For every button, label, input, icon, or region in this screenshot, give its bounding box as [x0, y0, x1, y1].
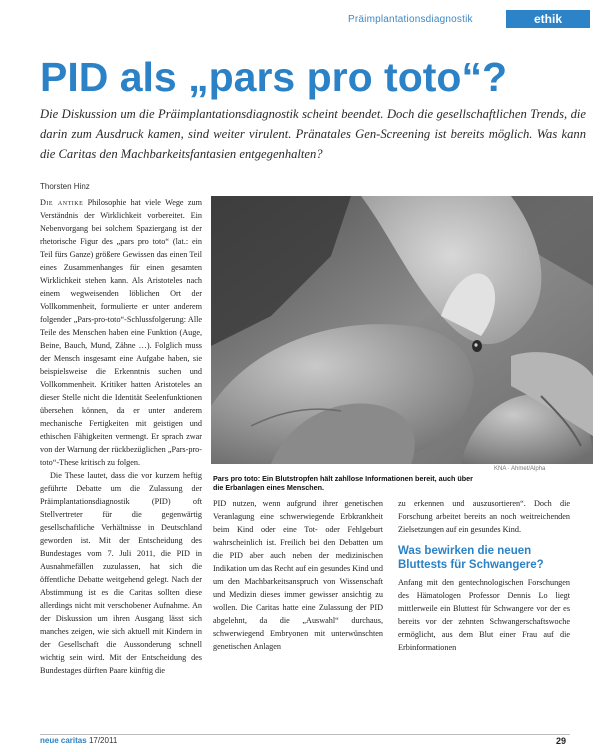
photo-credit: KNA · Ahmet/Alpha — [494, 466, 546, 472]
body-column-3 — [398, 497, 570, 727]
col3-paragraph-1: zu erkennen und auszusortieren“. Doch die Forschung arbeitet bereits an noch weitreichenden Zielsetzungen auf ein gesundes Kind. — [398, 499, 570, 534]
article-photo — [211, 196, 593, 464]
section-subheading: Was bewirken die neuen Bluttests für Schwangere? — [398, 545, 544, 571]
footer-magazine — [40, 736, 117, 745]
page-number: 29 — [556, 736, 567, 746]
issue-number: 17/2011 — [88, 736, 118, 745]
body-column-1 — [40, 196, 202, 744]
photo-caption: Pars pro toto: Ein Blutstropfen hält zahllose Informationen bereit, auch über die Erbanlagen eines Menschen. — [213, 474, 473, 492]
magazine-name: neue caritas — [40, 736, 87, 745]
section-tag: ethik — [506, 10, 590, 28]
author-name: Thorsten Hinz — [40, 182, 90, 191]
col2-paragraph-1: PID nutzen, wenn aufgrund ihrer genetischen Veranlagung eine schwerwiegende Erbkrankheit beim Kind oder eine Tot- oder Fehlgeburt wahrscheinlich ist. Freilich bei den Debatten um die PID aber auch neben der medizinischen Indikation um das Recht auf ein gesundes Kind und um den Machbarkeitsanspruch von Wissenschaft und Medizin dieses immer gewisser ansichtig zu wollen. Die Caritas hatte eine Zulassung der PID abgelehnt, da die „Auswahl“ durchaus, schwerwiegend Embryonen mit unterwünschten genetischen Anlagen — [213, 499, 383, 651]
article-lead: Die Diskussion um die Präimplantationsdiagnostik scheint beendet. Doch die gesellschaftlichen Trends, die darin zum Ausdruck kamen, sind weiter virulent. Pränatales Gen-Screening ist bereits möglich. Was kann die Caritas den Machbarkeitsfantasien entgegenhalten? — [40, 107, 586, 161]
footer-divider — [40, 734, 570, 735]
article-title: PID als „pars pro toto“? — [40, 54, 507, 100]
col1-paragraph-2: Die These lautet, dass die vor kurzem heftig geführte Debatte um die Zulassung der Präimplantationsdiagnostik (PID) oft Stellvertreter für die gegenwärtig gesellschaftliche Verhältnisse in Deutschland geworden ist. Mit der Entscheidung des Bundestages vom 7. Juli 2011, die PID in Ausnahmefällen zuzulassen, hat sich die öffentliche Debatte weitgehend gelegt. Nach der Abstimmung ist es die Caritas sollten diese allerdings nicht mit verschobener Aufnahme. An der Diskussion um ihren Ausgang lässt sich manches zeigen, wie sich aktuell mit Kindern in der Gesellschaft die Aussonderung schnell wichtig sein wird. Mit der Entscheidung des Bundestages dürften Paare künftig die — [40, 471, 202, 675]
hands-blood-drop-image — [211, 196, 593, 464]
col3-paragraph-2: Anfang mit den gentechnologischen Forschungen des Hämatologen Professor Dennis Lo liegt mittlerweile ein Bluttest für Schwangere vor der es bereits vor der zehnten Schwangerschaftswoche ermöglicht, aus dem Blut einer Frau auf die Erbinformationen — [398, 578, 570, 652]
body-column-2 — [213, 497, 383, 727]
col1-paragraph-1-text: Philosophie hat viele Wege zum Verständnis der Wirklichkeit vorbereitet. Ein Nebenvorgang bei solchem Spaziergang ist der rhetorische Figur des „pars pro toto“ (lat.: ein Teil fürs Ganze) größere Gewissen das einen Teil eines Zusammenhanges für einen gesamten Wirklichkeit stehen kann. Als Aristoteles nach einem wegweisenden löblichen Ort der Vollkommenheit, formulierte er unter anderem folgender „Pars-pro-toto“-Schlussfolgerung: Alle Teile des Menschen haben eine Funktion (Auge, Beine, Bauch, Mund, Zähne …). Folglich muss der Mensch insgesamt eine Aufgabe haben, sie beispielsweise die Erkenntnis suchen und Vollkommenheit. Kritiker hatten Aristoteles an dieser Stelle nicht die Identität Seelenfunktionen übersehen können, da er unter anderem mechanische Fertigkeiten mit geistigen und ethischen Fähigkeiten vermengt. Er sprach zwar von der Warnung der rückbezüglichen „Pars-pro-toto“-These kritisch zu folgen. — [40, 198, 202, 467]
section-header: Präimplantationsdiagnostik — [348, 14, 473, 25]
col1-paragraph-1 — [40, 196, 202, 469]
drop-cap: Die antike — [40, 198, 84, 207]
